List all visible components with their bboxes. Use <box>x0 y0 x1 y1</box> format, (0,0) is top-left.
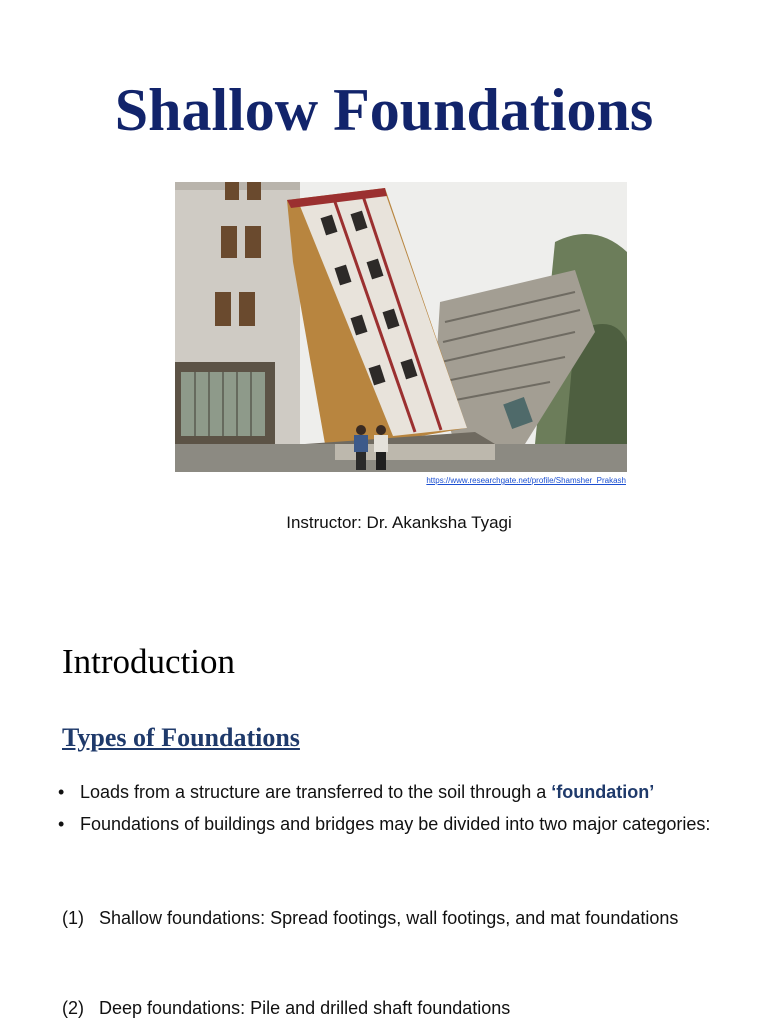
bullet-text: Foundations of buildings and bridges may be divided into two major categories: <box>80 814 711 834</box>
bullet-list <box>58 780 738 844</box>
item-text: Deep foundations: Pile and drilled shaft foundations <box>99 998 511 1018</box>
list-item <box>58 812 738 836</box>
collapsed-buildings-photo <box>175 182 627 472</box>
item-text: Shallow foundations: Spread footings, wall footings, and mat foundations <box>99 908 679 928</box>
foundation-emphasis: ‘foundation’ <box>551 782 655 802</box>
bullet-text: Loads from a structure are transferred to the soil through a <box>80 782 552 802</box>
numbered-item-deep <box>62 996 682 1020</box>
section-subheading: Types of Foundations <box>62 723 300 752</box>
slide-title: Shallow Foundations <box>114 77 654 143</box>
image-source-link[interactable]: https://www.researchgate.net/profile/Shamsher_Prakash <box>426 476 626 485</box>
introduction-slide <box>0 590 768 1024</box>
item-number: (2) <box>62 998 84 1018</box>
instructor-line: Instructor: Dr. Akanksha Tyagi <box>286 513 512 532</box>
bullet-marker: • <box>58 782 65 802</box>
item-number: (1) <box>62 908 84 928</box>
numbered-item-shallow <box>62 906 682 930</box>
list-item <box>58 780 738 804</box>
section-heading: Introduction <box>62 642 236 681</box>
bullet-marker: • <box>58 814 65 834</box>
